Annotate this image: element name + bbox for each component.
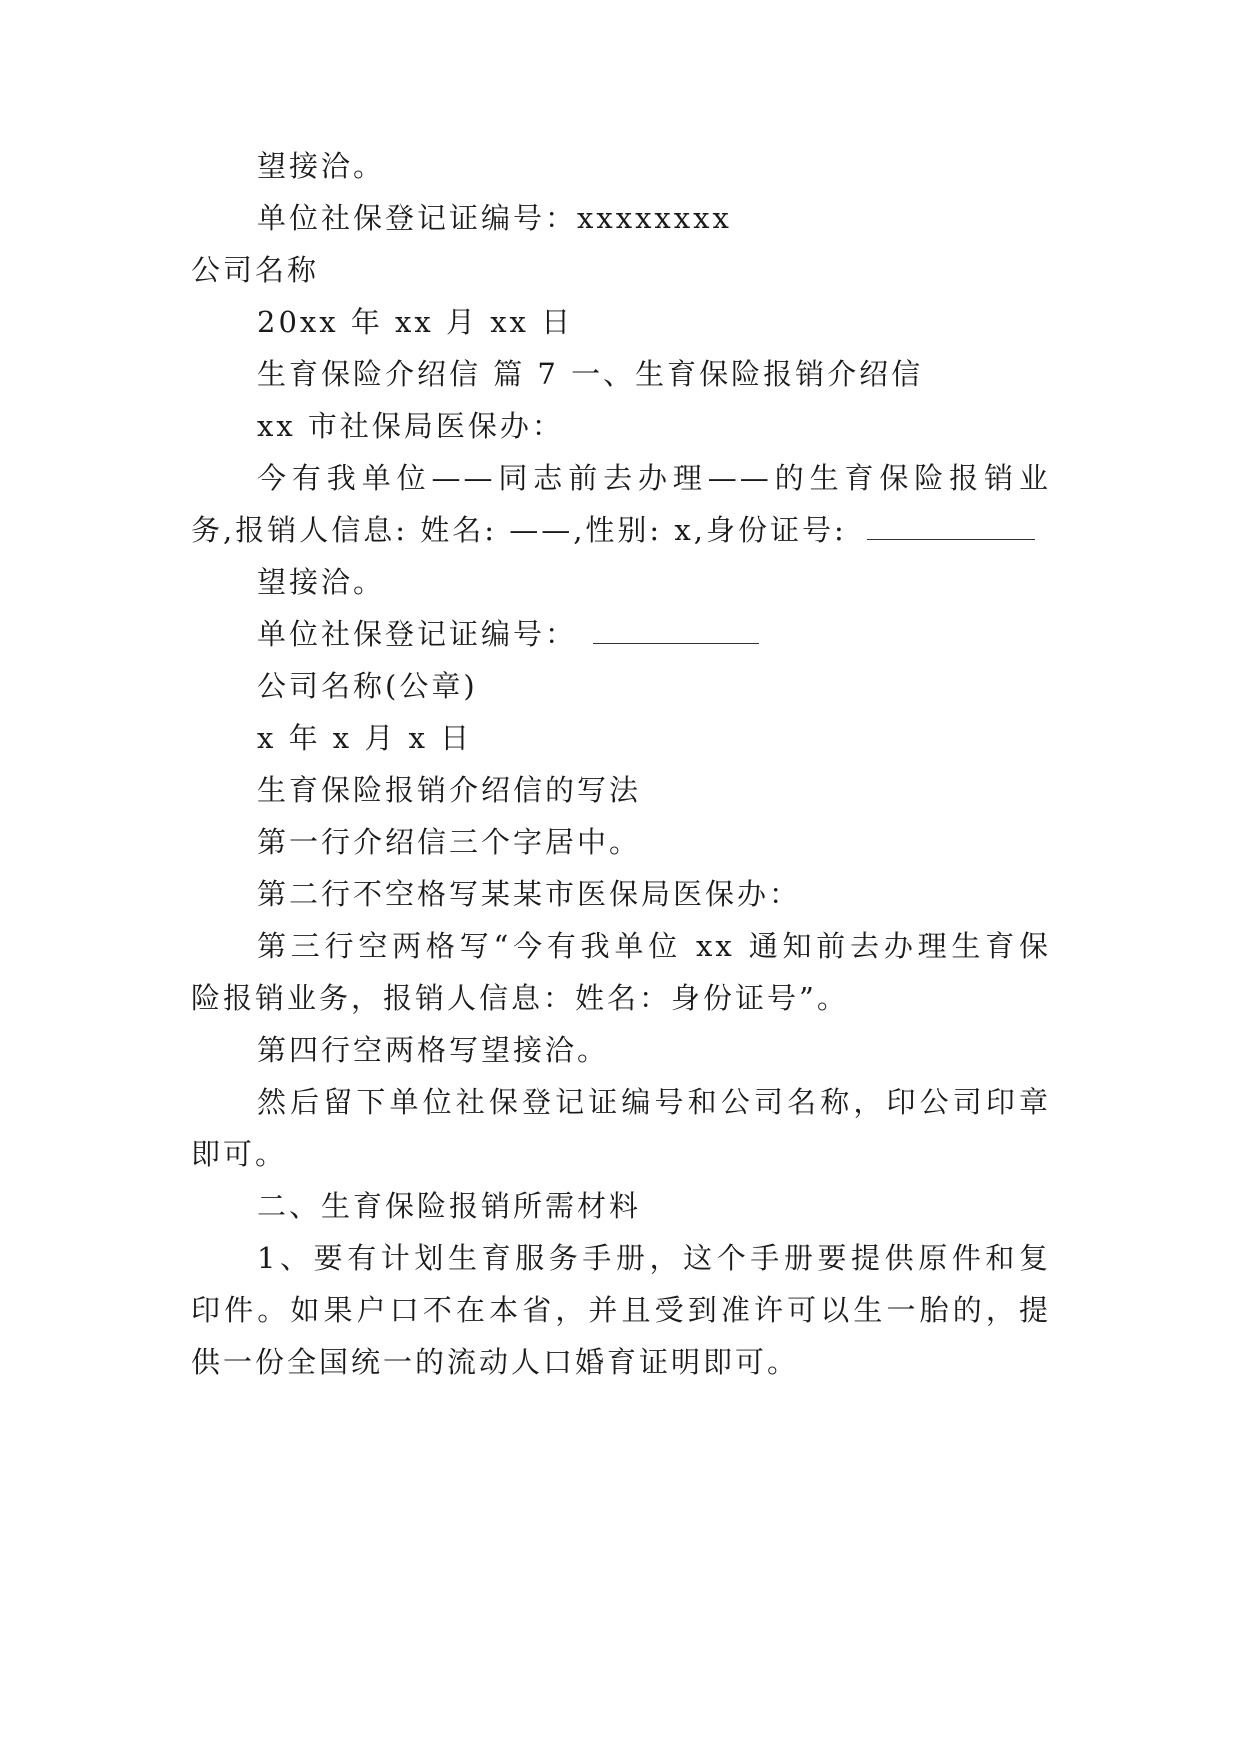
text-line bbox=[257, 614, 759, 654]
text-line: 险报销业务，报销人信息：姓名：身份证号”。 bbox=[191, 981, 849, 1015]
section-heading: 二、生育保险报销所需材料 bbox=[257, 1189, 642, 1223]
section-heading: 生育保险介绍信 篇 7 一、生育保险报销介绍信 bbox=[257, 357, 924, 391]
text-line: 即可。 bbox=[191, 1137, 288, 1171]
text-line: 第三行空两格写“今有我单位 xx 通知前去办理生育保 bbox=[257, 929, 1051, 963]
text-line bbox=[191, 510, 1035, 550]
text-line: 望接洽。 bbox=[257, 565, 386, 599]
recipient-line: xx 市社保局医保办： bbox=[257, 409, 564, 443]
text-line: 供一份全国统一的流动人口婚育证明即可。 bbox=[191, 1345, 800, 1379]
date-line: 20xx 年 xx 月 xx 日 bbox=[257, 305, 574, 339]
text-line: 印件。如果户口不在本省，并且受到准许可以生一胎的，提 bbox=[191, 1293, 1051, 1327]
text-line: 第一行介绍信三个字居中。 bbox=[257, 825, 642, 859]
text-line: 第二行不空格写某某市医保局医保办： bbox=[257, 877, 802, 911]
id-number-blank bbox=[867, 513, 1035, 540]
text-line: 今有我单位——同志前去办理——的生育保险报销业 bbox=[257, 461, 1051, 495]
registration-number-blank bbox=[593, 617, 759, 644]
text-line: 第四行空两格写望接洽。 bbox=[257, 1033, 610, 1067]
text-line: 生育保险报销介绍信的写法 bbox=[257, 773, 642, 807]
text-line: 然后留下单位社保登记证编号和公司名称，印公司印章 bbox=[257, 1085, 1051, 1119]
text-line-content: 单位社保登记证编号： bbox=[257, 617, 578, 651]
text-line: 望接洽。 bbox=[257, 149, 386, 183]
text-line: 公司名称(公章) bbox=[257, 669, 478, 703]
text-line-content: 务,报销人信息: 姓名: ——,性别: x,身份证号: bbox=[191, 513, 847, 547]
date-line: x 年 x 月 x 日 bbox=[257, 721, 473, 755]
text-line: 1、要有计划生育服务手册，这个手册要提供原件和复 bbox=[257, 1241, 1051, 1275]
text-line: 单位社保登记证编号：xxxxxxxx bbox=[257, 201, 732, 235]
text-line: 公司名称 bbox=[191, 253, 320, 287]
